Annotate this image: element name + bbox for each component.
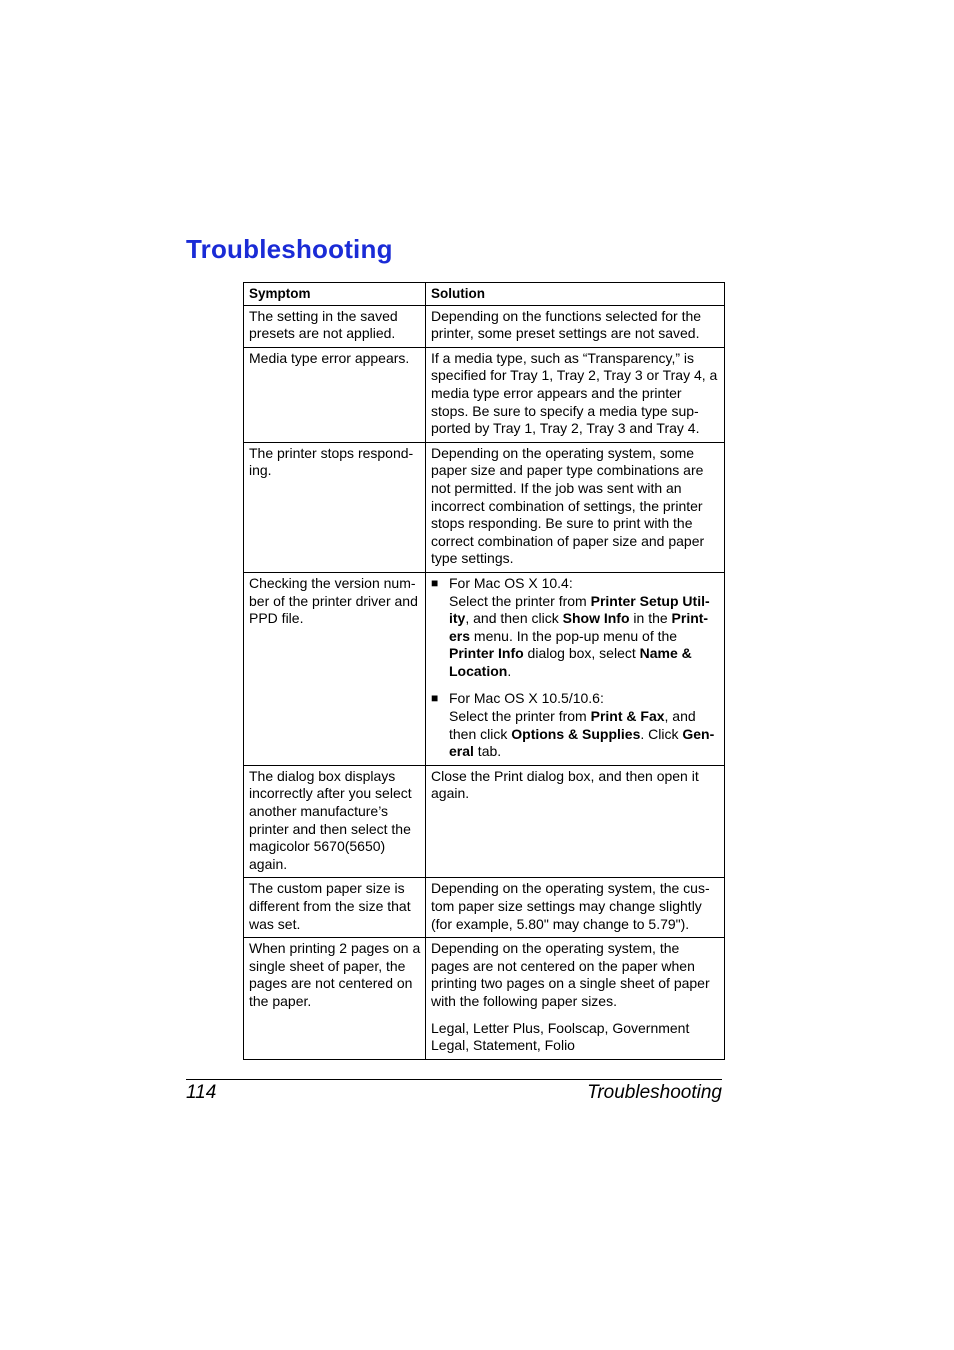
body-text: tab.: [473, 743, 502, 760]
body-text: Select the printer from: [449, 592, 591, 609]
ui-term: Gen-eral: [449, 725, 715, 760]
solution-cell: [426, 878, 725, 938]
solution-cell: [426, 938, 725, 1060]
bullet-body: [449, 708, 720, 761]
ui-term: Options & Supplies: [511, 725, 641, 742]
square-bullet-icon: ■: [431, 575, 439, 590]
symptom-cell: Checking the version num-ber of the printer driver and PPD file.: [244, 572, 426, 765]
solution-cell: [426, 305, 725, 347]
table-row: [244, 442, 725, 572]
solution-text: Depending on the operating system, the cus-tom paper size settings may change slightly (for example, 5.80" may change to 5.79").: [431, 880, 710, 932]
ui-term: Show Info: [562, 610, 630, 627]
ui-term: Print-ers: [449, 610, 709, 644]
table-row: [244, 347, 725, 442]
solution-cell: [426, 572, 725, 765]
symptom-cell: The dialog box displays incorrectly after you select another manufacture’s printer and then select the magicolor 5670(5650) again.: [244, 765, 426, 878]
symptom-cell: The setting in the saved presets are not applied.: [244, 305, 426, 347]
ui-term: Print & Fax: [590, 708, 665, 725]
ui-term: Name & Location: [449, 645, 692, 679]
body-text: . Click: [640, 725, 683, 742]
table-row: [244, 765, 725, 878]
footer-divider: [186, 1079, 722, 1080]
square-bullet-icon: ■: [431, 691, 439, 706]
table-row: [244, 878, 725, 938]
ui-term: Printer Info: [449, 645, 524, 662]
solution-cell: [426, 442, 725, 572]
table-row: [244, 305, 725, 347]
body-text: Select the printer from: [449, 708, 591, 725]
bullet-item-mac-10-5: [431, 690, 720, 760]
body-text: menu. In the pop-up menu of the: [470, 627, 678, 644]
symptom-cell: The custom paper size is different from the size that was set.: [244, 878, 426, 938]
bullet-item-mac-10-4: [431, 575, 720, 681]
table-row: [244, 572, 725, 765]
body-text: .: [507, 662, 512, 679]
bullet-heading: For Mac OS X 10.5/10.6:: [449, 690, 604, 707]
solution-text: If a media type, such as “Transparency,” is specified for Tray 1, Tray 2, Tray 3 or Tray 4, a media type error appears and the printer stops. Be sure to specify a media type sup-ported by Tray 1, Tray 2, Tray 3 and Tray 4.: [431, 349, 718, 437]
solution-text: Depending on the operating system, the pages are not centered on the paper when printing two pages on a single sheet of paper with the following paper sizes.: [431, 940, 710, 1009]
symptom-header: Symptom: [244, 283, 426, 306]
symptom-cell: Media type error appears.: [244, 347, 426, 442]
solution-cell: [426, 347, 725, 442]
symptom-cell: The printer stops respond-ing.: [244, 442, 426, 572]
solution-text: Depending on the functions selected for the printer, some preset settings are not saved.: [431, 307, 702, 342]
bullet-heading: For Mac OS X 10.4:: [449, 574, 573, 591]
solution-text: Close the Print dialog box, and then open it again.: [431, 767, 699, 802]
page-number: 114: [186, 1082, 217, 1103]
troubleshooting-table: [243, 282, 725, 1060]
solution-header: Solution: [426, 283, 725, 306]
table-row: [244, 938, 725, 1060]
body-text: in the: [629, 610, 672, 627]
solution-cell: [426, 765, 725, 878]
table-header-row: [244, 283, 725, 306]
paper-size-list: Legal, Letter Plus, Foolscap, Government Legal, Statement, Folio: [431, 1019, 690, 1054]
body-text: dialog box, select: [523, 645, 640, 662]
body-text: , and then click: [449, 708, 696, 742]
body-text: , and then click: [465, 610, 563, 627]
page-title: Troubleshooting: [186, 234, 393, 264]
ui-term: Printer Setup Util-ity: [449, 592, 710, 627]
solution-text: Depending on the operating system, some paper size and paper type combinations are not permitted. If the job was sent with an incorrect combination of settings, the printer stops responding. Be sure to print with the correct combination of paper size and paper type settings.: [431, 444, 705, 567]
symptom-cell: When printing 2 pages on a single sheet of paper, the pages are not centered on the paper.: [244, 938, 426, 1060]
bullet-body: [449, 593, 720, 681]
footer-section-title: Troubleshooting: [587, 1082, 722, 1103]
